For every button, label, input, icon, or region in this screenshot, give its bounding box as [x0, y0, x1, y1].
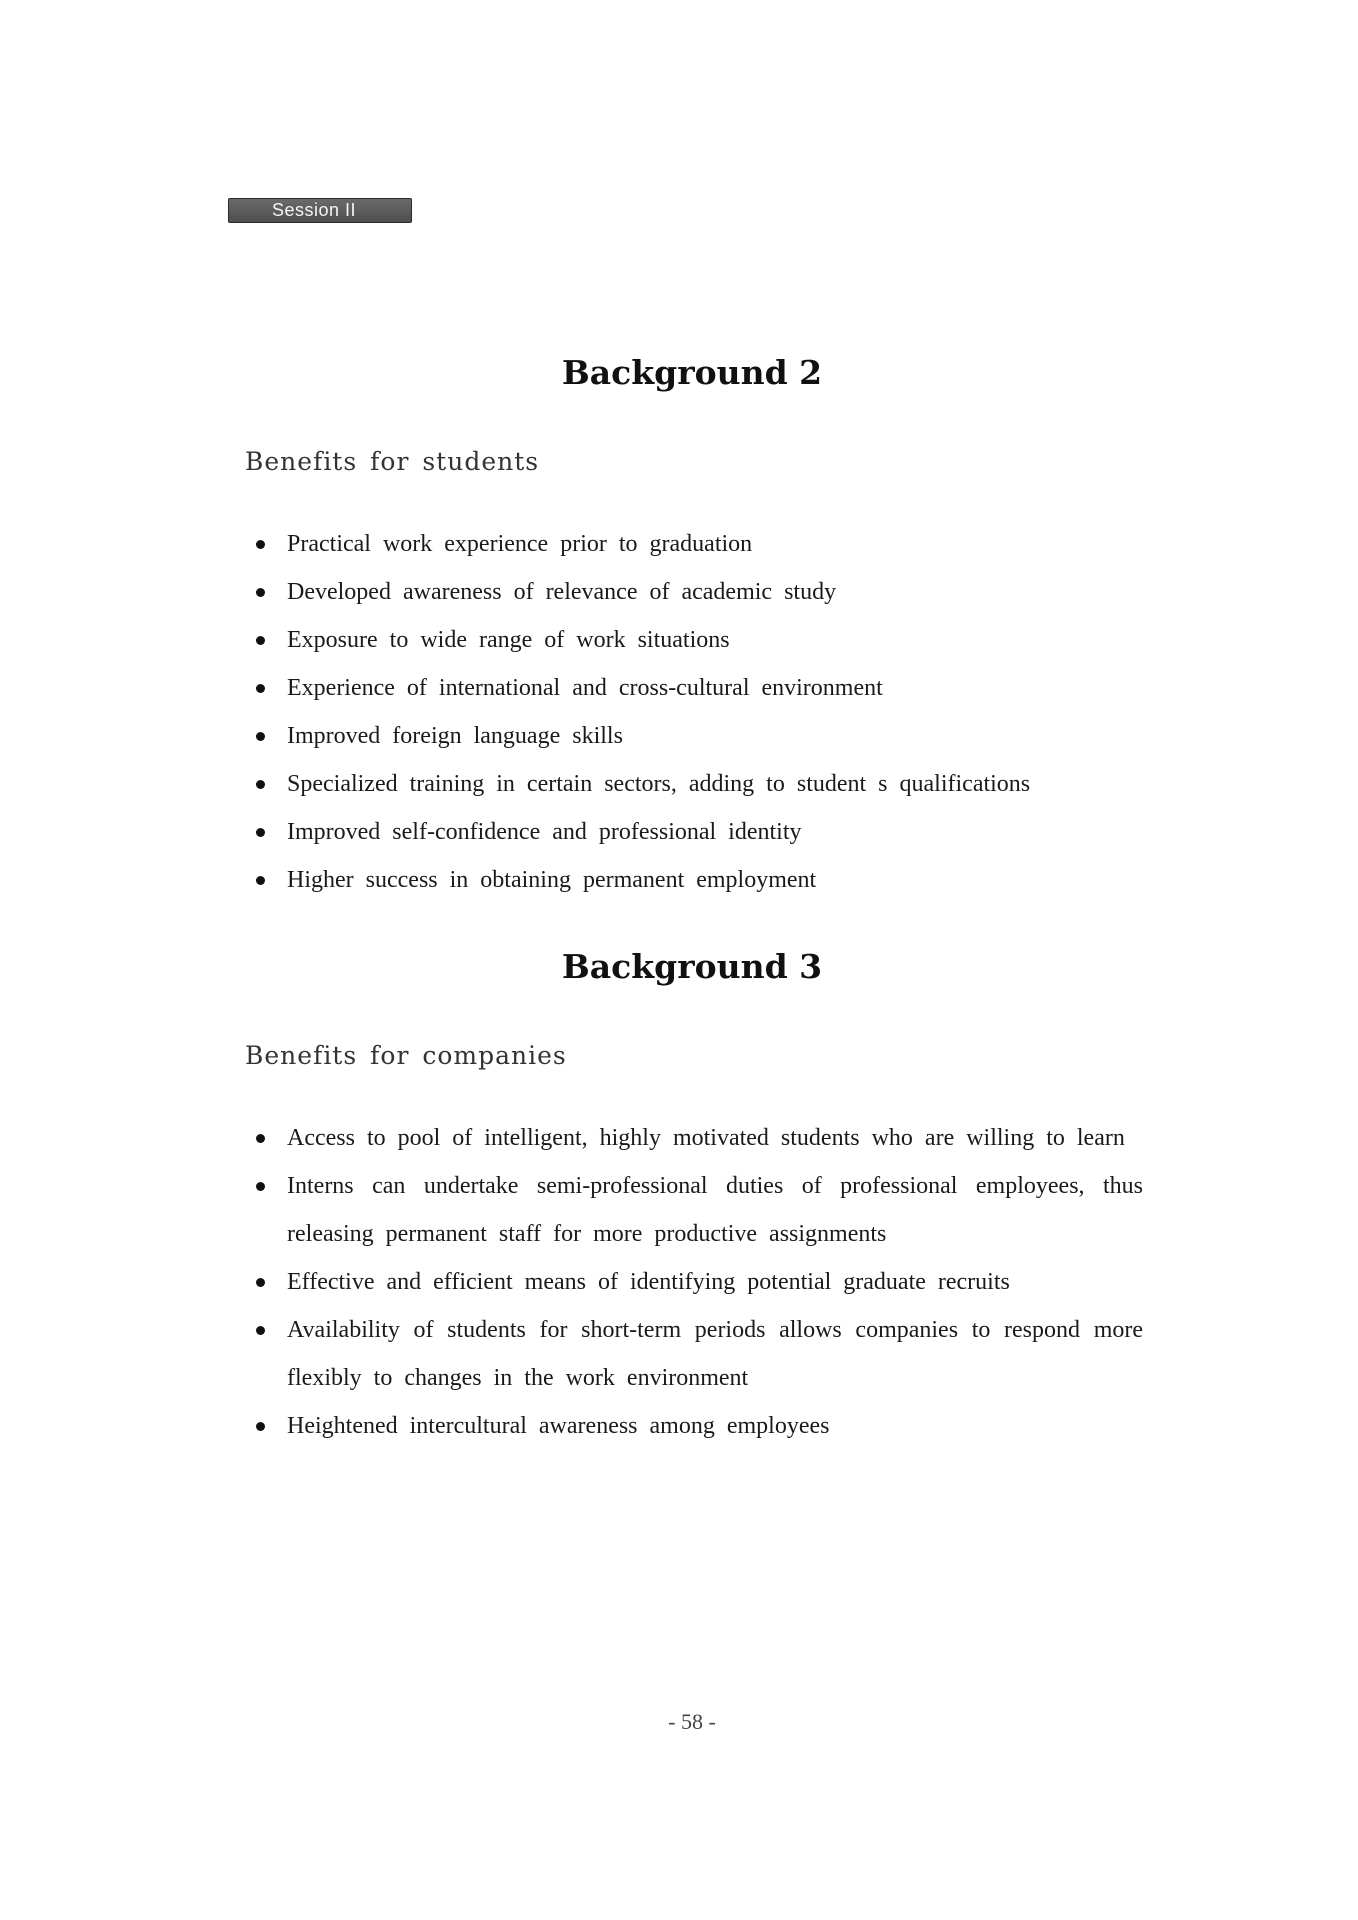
- list-item-text: Exposure to wide range of work situations: [287, 627, 730, 653]
- list-item: [253, 616, 1143, 664]
- page-number: - 58 -: [668, 1709, 716, 1734]
- list-item-text: Specialized training in certain sectors, adding to student s qualifications: [287, 771, 1031, 797]
- list-item-text: Availability of students for short-term periods allows companies to respond more flexibly to changes in the work environment: [287, 1317, 1143, 1391]
- bullet-icon: [256, 780, 265, 789]
- list-item: [253, 1162, 1143, 1258]
- list-item-text: Experience of international and cross-cultural environment: [287, 675, 883, 701]
- list-item: [253, 1306, 1143, 1402]
- list-item: [253, 520, 1143, 568]
- list-item: [253, 1258, 1143, 1306]
- list-item: [253, 1114, 1143, 1162]
- bullet-icon: [256, 540, 265, 549]
- list-item-text: Effective and efficient means of identifying potential graduate recruits: [287, 1269, 1010, 1295]
- list-item-text: Improved foreign language skills: [287, 723, 623, 749]
- list-item: [253, 568, 1143, 616]
- list-item-text: Practical work experience prior to graduation: [287, 531, 753, 557]
- list-item: [253, 856, 1143, 904]
- bullet-icon: [256, 876, 265, 885]
- list-item-text: Access to pool of intelligent, highly motivated students who are willing to learn: [287, 1125, 1125, 1151]
- bullet-icon: [256, 1422, 265, 1431]
- section-title-background-3: Background 3: [561, 947, 823, 986]
- bullet-icon: [256, 684, 265, 693]
- bullet-icon: [256, 1134, 265, 1143]
- list-item-text: Higher success in obtaining permanent employment: [287, 867, 817, 893]
- section-title-background-2: Background 2: [561, 353, 823, 392]
- list-item: [253, 1402, 1143, 1450]
- list-item-text: Interns can undertake semi-professional duties of professional employees, thus releasing permanent staff for more productive assignments: [287, 1173, 1143, 1247]
- list-item: [253, 808, 1143, 856]
- list-item: [253, 760, 1143, 808]
- list-item-text: Improved self-confidence and professional identity: [287, 819, 802, 845]
- bullet-icon: [256, 732, 265, 741]
- subheading-benefits-companies: Benefits for companies: [245, 1041, 567, 1070]
- bullet-icon: [256, 1326, 265, 1335]
- bullet-icon: [256, 588, 265, 597]
- list-item: [253, 712, 1143, 760]
- list-item-text: Heightened intercultural awareness among employees: [287, 1413, 830, 1439]
- student-benefits-list: [253, 520, 1143, 904]
- bullet-icon: [256, 1278, 265, 1287]
- company-benefits-list: [253, 1114, 1143, 1450]
- bullet-icon: [256, 1182, 265, 1191]
- list-item: [253, 664, 1143, 712]
- bullet-icon: [256, 636, 265, 645]
- subheading-benefits-students: Benefits for students: [245, 447, 540, 476]
- bullet-icon: [256, 828, 265, 837]
- session-badge: Session II: [228, 198, 412, 223]
- list-item-text: Developed awareness of relevance of academic study: [287, 579, 837, 605]
